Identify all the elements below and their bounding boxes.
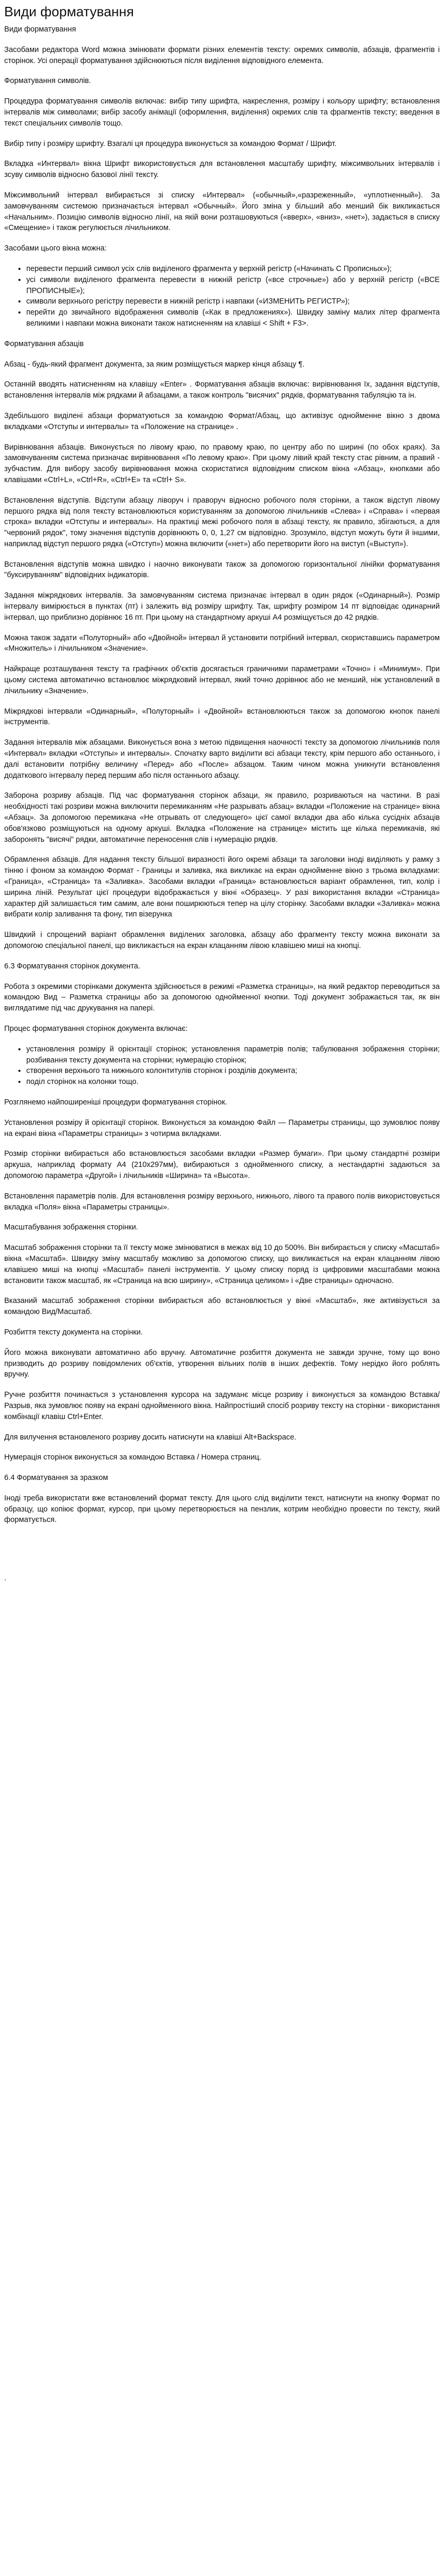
trailing-mark: .	[4, 1574, 6, 1583]
paragraph: Форматування символів.	[4, 77, 91, 86]
paragraph: Найкраще розташування тексту та графічних об'єктів досягається граничними параметрами «Точно» і «Минимум». При цьому система автоматично встановлює міжрядковий інтервал, який точно дорівнює або не менший, ніж установлений в лічильнику «Значение».	[4, 665, 440, 695]
paragraph: Робота з окремими сторінками документа здійснюється в режимі «Разметка страницы», на який редактор переводиться за командою Вид – Разметка страницы або за допомогою однойменної кнопки. Тоді документ зображається так, як він виглядатиме під час друкування на папері.	[4, 982, 440, 1013]
paragraph: Швидкий і спрощений варіант обрамлення виділених заголовка, абзацу або фрагменту тексту можна виконати за допомогою спеціальної панелі, що викликається на екран клацанням лівою клавішею миші на кнопці.	[4, 931, 440, 950]
list-item: • усі символи виділеного фрагмента перевести в нижній регістр («все строчные») або у верхній регістр («ВСЕ ПРОПИСНЫЕ»);	[26, 275, 440, 297]
paragraph: Останній вводять натисненням на клавішу «Enter» . Форматування абзаців включає: вирівнювання їх, задання відступів, встановлення інтервалів між рядками й абзацами, а також контроль "висячих" рядків, форматування табуляцію та ін.	[4, 380, 440, 400]
paragraph: Вибір типу і розміру шрифту. Взагалі ця процедура виконується за командою Формат / Шрифт.	[4, 139, 337, 148]
paragraph: Можна також задати «Полуторный» або «Двойной» інтервал й установити потрібний інтервал, скориставшись параметром «Множитель» і лічильником «Значение».	[4, 633, 440, 653]
paragraph: Вирівнювання абзаців. Виконується по лівому краю, по правому краю, по центру або по ширині (по обох краях). За замовчуванням система призначає вирівнювання «По левому краю». При цьому лівий край тексту стає рівним, а правий - зубчастим. Для вибору засобу вирівнювання можна скористатися відповідним списком вікна «Абзац», кнопками або клавішами «Ctrl+L», «Ctrl+R», «Ctrl+E» та «Ctrl+ S».	[4, 443, 440, 484]
list-item: • перейти до звичайного відображення символів («Как в предложениях»). Швидку заміну малих літер фрагмента великими і навпаки можна виконати також натисненням на клавіші < Shift + F3>.	[26, 307, 440, 329]
list-item: • створення верхнього та нижнього колонтитулів сторінок і розділів документа;	[26, 1066, 440, 1077]
paragraph: Засобами цього вікна можна:	[4, 244, 107, 253]
bullet-list	[4, 264, 440, 329]
list-item: • перевести перший символ усіх слів виділеного фрагмента у верхній регістр («Начинать С Прописных»);	[26, 264, 440, 275]
paragraph: Масштабування зображення сторінки.	[4, 1223, 138, 1232]
paragraph: Встановлення відступів. Відступи абзацу ліворуч і праворуч відносно робочого поля сторінки, а також відступ лівому першого рядка від поля тексту встановлюються користуванням за допомогою лічильників «Слева» і «Справа» і «первая строка» вкладки «Отступы и интервалы». На практиці межі робочого поля в абзаці тексту, як правило, збігаються, а для "червоний рядок", тому значення відступів дорівнюють 0, 0, 1,27 см відповідно. Зрозуміло, відступ можуть бути й іншими, наприклад відступ першого рядка («Отступ») можна включити («нет») або перетворити його на виступ («Выступ»).	[4, 496, 440, 548]
paragraph: Вкладка «Интервал» вікна Шрифт використовується для встановлення масштабу шрифту, міжсимвольних інтервалів і зсуву символів відносно базової лінії тексту.	[4, 160, 440, 180]
paragraph: Ручне розбиття починається з установлення курсора на задуманє місце розриву і виконується за командою Вставка/Разрыв, яка зумовлює появу на екрані однойменного вікна. Найпростіший спосіб розриву тексту на сторінки - використання комбінації клавіш Ctrl+Enter.	[4, 1391, 440, 1421]
paragraph: Розбиття тексту документа на сторінки.	[4, 1328, 143, 1337]
paragraph: Іноді треба використати вже встановлений формат тексту. Для цього слід виділити текст, натиснути на кнопку Формат по образцу, що копіює формат, курсор, при цьому перетворюється на пензлик, котрим необхідно провести по тексту, який форматується.	[4, 1494, 440, 1525]
paragraph: Вказаний масштаб зображення сторінки вибирається або встановлюється у вікні «Масштаб», яке активізується за командою Вид/Масштаб.	[4, 1297, 440, 1317]
list-item: • поділ сторінок на колонки тощо.	[26, 1077, 440, 1088]
list-item: • установлення розміру й орієнтації сторінок; установлення параметрів полів; табулювання зображення сторінки; розбивання тексту документа на сторінки; нумерацію сторінок;	[26, 1044, 440, 1066]
paragraph: Процес форматування сторінок документа включає:	[4, 1024, 188, 1033]
paragraph: Встановлення відступів можна швидко і наочно виконувати також за допомогою горизонтальної лінійки форматування "буксируванням" відповідних індикаторів.	[4, 560, 440, 580]
paragraph: Розглянемо найпоширеніші процедури форматування сторінок.	[4, 1098, 227, 1107]
paragraph: Заборона розриву абзаців. Під час форматування сторінок абзаци, як правило, розриваються на частини. В разі необхідності такі розриви можна виключити перемиканням «Не разрывать абзац» вкладки «Положение на странице» вікна «Абзац». За допомогою перемикача «Не отрывать от следующего» цієї самої вкладки два або кілька сусідніх абзаців обов'язково розміщуються на одному аркуші. Вкладка «Положение на странице» містить ще кілька перемикачів, які заборонять "висячі" рядки, автоматичне переносення слів і нумерацію рядків.	[4, 791, 440, 844]
paragraph: Установлення розміру й орієнтації сторінок. Виконується за командою Файл — Параметры страницы, що зумовлює появу на екрані вікна «Параметры страницы» з чотирма вкладками.	[4, 1118, 440, 1138]
paragraph: Для вилучення встановленого розриву досить натиснути на клавіші Alt+Backspace.	[4, 1433, 296, 1442]
paragraph: Масштаб зображення сторінки та її тексту може змінюватися в межах від 10 до 500%. Він вибирається у списку «Масштаб» вікна «Масштаб». Швидку зміну масштабу можливо за допомогою списку, що викликається на екран клацанням лівою клавішею миші на кнопці «Масштаб» панелі інструментів. У цьому списку поряд із цифровими масштабами можна встановити також масштаб, як «Страница на всю ширину», «Страница целиком» і «Две страницы» одночасно.	[4, 1244, 440, 1285]
bullet-list	[4, 1044, 440, 1088]
paragraph: 6.3 Форматування сторінок документа.	[4, 962, 140, 971]
paragraph: Міжрядкові інтервали «Одинарный», «Полуторный» і «Двойной» встановлюються також за допомогою кнопок панелі інструментів.	[4, 707, 440, 727]
paragraph: Абзац - будь-який фрагмент документа, за яким розміщується маркер кінця абзацу ¶.	[4, 360, 305, 369]
paragraph: Види форматування	[4, 25, 76, 34]
paragraph: Задання інтервалів між абзацами. Виконується вона з метою підвищення наочності тексту за допомогою лічильників поля «Интервал» вкладки «Отступы» и интервалы». Спочатку варто виділити всі абзаци тексту, крім першого або останнього, і далі встановити потрібну величину «Перед» або «После» абзацом. Таким чином можна уникнути встановлення додаткового інтервалу перед першим або після останнього абзацу.	[4, 738, 440, 780]
paragraph: Форматування абзаців	[4, 339, 84, 348]
paragraph: Процедура форматування символів включає: вибір типу шрифта, накреслення, розміру і кольору шрифту; встановлення інтервалів між символами; вибір засобу анімації (оформлення, виділення) окремих слів та фрагментів тексту; введення в текст спеціальних символів тощо.	[4, 97, 440, 128]
paragraph: Встановлення параметрів полів. Для встановлення розміру верхнього, нижнього, лівого та правого полів використовується вкладка «Поля» вікна «Параметры страницы».	[4, 1192, 440, 1212]
paragraph: Розмір сторінки вибирається або встановлюється засобами вкладки «Размер бумаги». При цьому стандартні розміри аркуша, наприклад формату А4 (210х297мм), вибираються з однойменного списку, а нестандартні задаються за допомогою параметра «Другой» і лічильників «Ширина» та «Высота».	[4, 1150, 440, 1180]
document-body	[4, 24, 440, 1526]
paragraph: Задання міжрядкових інтервалів. За замовчуванням система призначає інтервал в один рядок («Одинарный»). Розмір інтервалу вимірюється в пунктах (пт) і залежить від розміру шрифту. Так, шрифту розміром 14 пт відповідає одинарний інтервал, що приблизно дорівнює 16 пт. При цьому на стандартному аркуші А4 розміщується до 42 рядків.	[4, 591, 440, 622]
page-title: Види форматування	[4, 4, 134, 19]
paragraph: 6.4 Форматування за зразком	[4, 1474, 108, 1483]
paragraph: Обрамлення абзаців. Для надання тексту більшої виразності його окремі абзаци та заголовки іноді виділяють у рамку з тінню і фоном за командою Формат - Границы и заливка, яка викликає на екран однойменне вікно з трьома вкладками: «Граница», «Страница» та «Заливка». Засобами вкладки «Граница» встановлюється варіант обрамлення, тип, колір і ширина ліній. Результат цієї процедури відображається у вікні «Образец». У разі використання вкладки «Страница» характер дій залишається тим самим, але вони поширюються тепер на цілу сторінку. Засобами вкладки «Заливка» можна вибрати колір заливання та фону, тип візерунка	[4, 856, 440, 919]
paragraph: Засобами редактора Word можна змінювати формати різних елементів тексту: окремих символів, абзаців, фрагментів і сторінок. Усі операції форматування здійснюються після виділення відповідного елемента.	[4, 45, 440, 65]
paragraph: Нумерація сторінок виконується за командою Вставка / Номера страниц.	[4, 1453, 262, 1462]
list-item: • символи верхнього регістру перевести в нижній регістр і навпаки («ИЗМЕНИТЬ РЕГИСТР»);	[26, 296, 440, 307]
paragraph: Його можна виконувати автоматично або вручну. Автоматичне розбиття документа не завжди зручне, тому що воно призводить до розриву повідомлених об'єктів, утворення вільних полів в інших дефектів. Тому нерідко його роблять вручну.	[4, 1348, 440, 1379]
paragraph: Міжсимвольний інтервал вибирається зі списку «Интервал» («обычный»,«разреженный», «уплотненный»). За замовчуванням системою призначається інтервал «Обычный». Його зміна у більший або менший бік викликається «Начальним». Позицію символів відносно лінії, на якій вони розташовуються («вверх», «вниз», «нет»), задається в списку «Смещение» і також регулюється лічильником.	[4, 191, 440, 233]
paragraph: Здебільшого виділені абзаци форматуються за командою Формат/Абзац, що активізує однойменне вікно з двома вкладками «Отступы и интервалы» та «Положение на странице» .	[4, 411, 440, 431]
